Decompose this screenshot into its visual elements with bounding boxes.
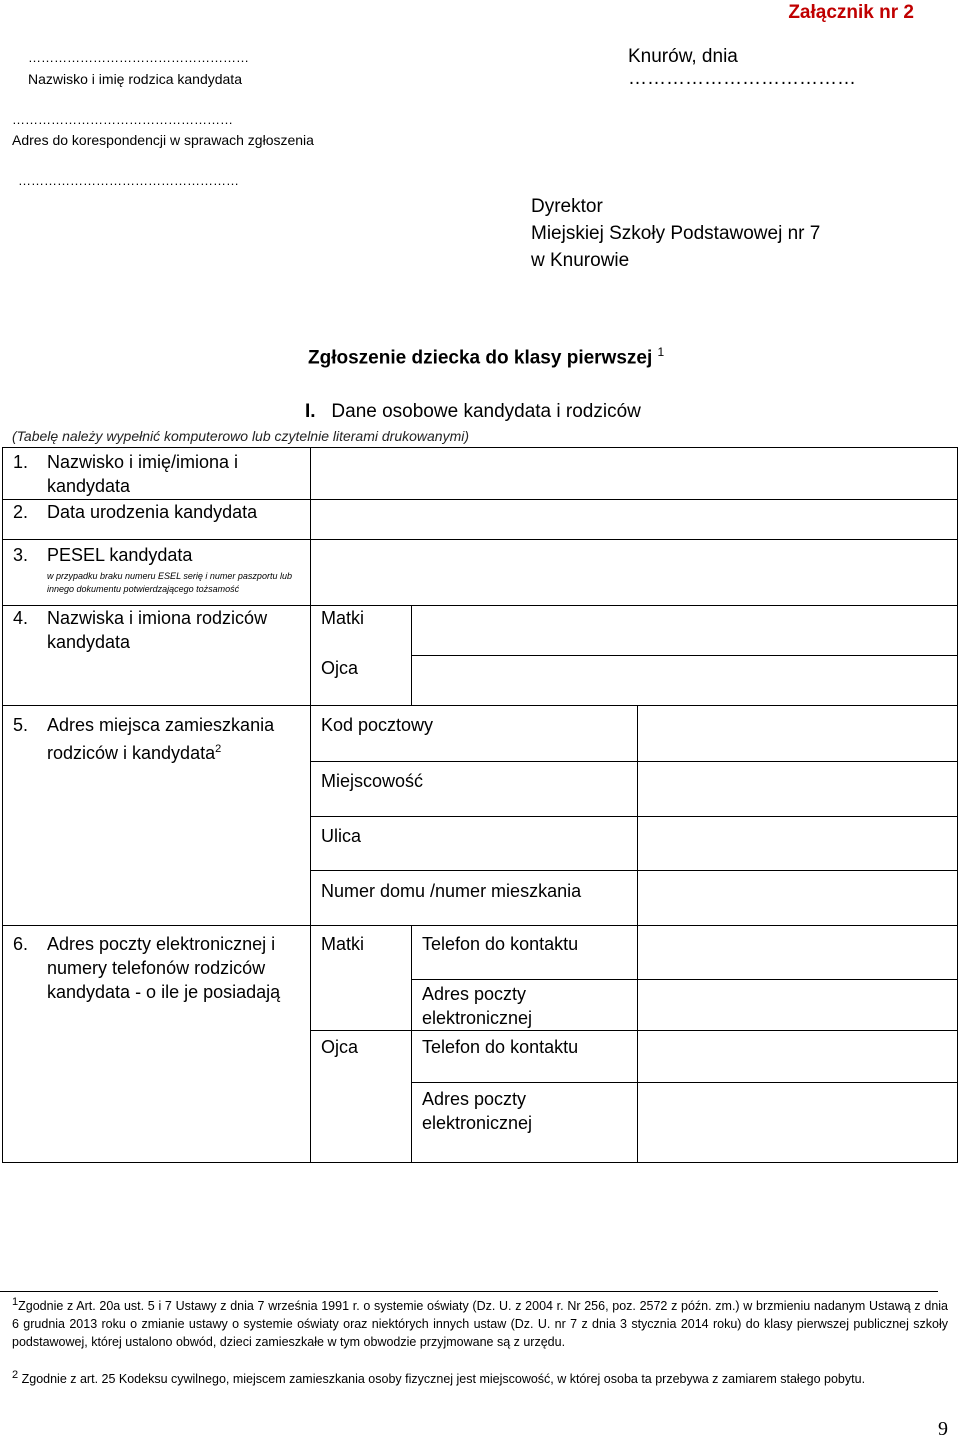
section-instruction: (Tabelę należy wypełnić komputerowo lub czytelnie literami drukowanymi): [12, 428, 470, 444]
address-footnote-ref: 2: [215, 743, 222, 755]
father-email-input[interactable]: [638, 1083, 958, 1163]
title-footnote-ref: 1: [657, 345, 665, 359]
town-label: Miejscowość: [321, 771, 424, 791]
row-parents-label-cell: [3, 606, 311, 706]
row-pesel: [3, 540, 958, 606]
street-label-cell: [311, 817, 638, 871]
contact-mother-label: Matki: [321, 934, 365, 954]
row-name: [3, 448, 958, 500]
row-contact-mother-phone: [3, 926, 958, 980]
address-label: Adres do korespondencji w sprawach zgłoszenia: [12, 132, 314, 148]
recipient-block: [531, 193, 820, 274]
page-number: 9: [938, 1418, 948, 1440]
mother-name-input[interactable]: [412, 606, 958, 656]
mother-phone-label-cell: [412, 926, 638, 980]
street-label: Ulica: [321, 826, 362, 846]
footnote-2-number: 2: [12, 1369, 19, 1381]
birth-date-input[interactable]: [311, 500, 958, 540]
contact-father-label: Ojca: [321, 1037, 359, 1057]
house-label-cell: [311, 871, 638, 926]
footnote-1: [12, 1293, 948, 1351]
row-label: PESEL kandydata: [47, 545, 193, 565]
document-title: [308, 345, 664, 369]
row-label: Nazwisko i imię/imiona i kandydata: [47, 452, 239, 496]
mother-label-cell: [311, 606, 412, 656]
row-number: 6.: [13, 934, 29, 954]
city-date: Knurów, dnia ………………………………: [628, 46, 856, 89]
row-pesel-label-cell: [3, 540, 311, 606]
town-input[interactable]: [638, 762, 958, 817]
row-number: 4.: [13, 608, 29, 628]
footnote-1-text: Zgodnie z Art. 20a ust. 5 i 7 Ustawy z dnia 7 września 1991 r. o systemie oświaty (Dz. U. z 2004 r. Nr 256, poz. 2572 z późn. zm.) w brzmieniu nadanym Ustawą z dnia 6 grudnia 2013 roku o zmianie ustawy o systemie oświaty oraz niektórych innych ustaw (Dz. U. nr 7 z dnia 3 stycznia 2014 roku) do klasy pierwszej publicznej szkoły podstawowej, której ustalono obwód, dzieci zamieszkałe w tym obwodzie przyjmowane są z urzędu.: [12, 1299, 948, 1350]
row-number: 1.: [13, 452, 29, 472]
father-phone-input[interactable]: [638, 1031, 958, 1083]
row-birth-date: [3, 500, 958, 540]
row-address-postal: [3, 706, 958, 762]
postal-label: Kod pocztowy: [321, 715, 434, 735]
town-label-cell: [311, 762, 638, 817]
mother-email-input[interactable]: [638, 980, 958, 1031]
parent-name-label: Nazwisko i imię rodzica kandydata: [28, 71, 242, 87]
mother-label: Matki: [321, 608, 365, 628]
document-title-text: Zgłoszenie dziecka do klasy pierwszej: [308, 347, 653, 369]
section-number: I.: [305, 401, 316, 422]
postal-code-input[interactable]: [638, 706, 958, 762]
footnote-2-text: Zgodnie z art. 25 Kodeksu cywilnego, miejscem zamieszkania osoby fizycznej jest miejscowość, w której osoba ta przebywa z zamiarem stałego pobytu.: [21, 1372, 866, 1387]
house-number-input[interactable]: [638, 871, 958, 926]
street-input[interactable]: [638, 817, 958, 871]
father-label-cell: [311, 656, 412, 706]
row-label: Adres poczty elektronicznej i numery telefonów rodziców kandydata - o ile je posiadają: [47, 934, 281, 1002]
footnote-1-number: 1: [12, 1296, 19, 1308]
recipient-line-2: Miejskiej Szkoły Podstawowej nr 7: [531, 223, 821, 244]
father-name-input[interactable]: [412, 656, 958, 706]
annex-label: Załącznik nr 2: [788, 2, 914, 23]
father-phone-label-cell: [412, 1031, 638, 1083]
row-label: Nazwiska i imiona rodziców kandydata: [47, 608, 268, 652]
row-label: Data urodzenia kandydata: [47, 502, 258, 522]
pesel-input[interactable]: [311, 540, 958, 606]
row-label: Adres miejsca zamieszkania rodziców i kandydata: [47, 715, 275, 763]
row-contact-label-cell: [3, 926, 311, 1163]
name-dots: ……………………………………………: [28, 50, 249, 65]
recipient-line-3: w Knurowie: [531, 250, 630, 271]
recipient-line-1: Dyrektor: [531, 196, 603, 217]
row-number: 3.: [13, 545, 29, 565]
mother-email-label: Adres poczty elektronicznej: [422, 984, 533, 1028]
footnote-separator: [0, 1291, 938, 1292]
row-number: 2.: [13, 502, 29, 522]
row-number: 5.: [13, 715, 29, 735]
father-label: Ojca: [321, 657, 359, 678]
address-dots: ……………………………………………: [12, 112, 233, 127]
father-email-label-cell: [412, 1083, 638, 1163]
section-heading: [305, 401, 641, 423]
mother-email-label-cell: [412, 980, 638, 1031]
postal-label-cell: [311, 706, 638, 762]
row-address-label-cell: [3, 706, 311, 926]
applicant-form-table: [2, 447, 958, 1163]
section-title: Dane osobowe kandydata i rodziców: [331, 401, 641, 422]
contact-father-label-cell: [311, 1031, 412, 1163]
extra-dots: ……………………………………………: [18, 173, 239, 188]
father-phone-label: Telefon do kontaktu: [422, 1037, 579, 1057]
row-name-label-cell: [3, 448, 311, 500]
row-parents-mother: [3, 606, 958, 656]
pesel-note: w przypadku braku numeru ESEL serię i numer paszportu lub innego dokumentu potwierdzającego tożsamość: [47, 571, 292, 594]
contact-mother-label-cell: [311, 926, 412, 1031]
mother-phone-label: Telefon do kontaktu: [422, 934, 579, 954]
house-label: Numer domu /numer mieszkania: [321, 881, 582, 901]
row-birth-label-cell: [3, 500, 311, 540]
mother-phone-input[interactable]: [638, 926, 958, 980]
father-email-label: Adres poczty elektronicznej: [422, 1089, 533, 1133]
name-input[interactable]: [311, 448, 958, 500]
footnote-2: [12, 1366, 948, 1388]
